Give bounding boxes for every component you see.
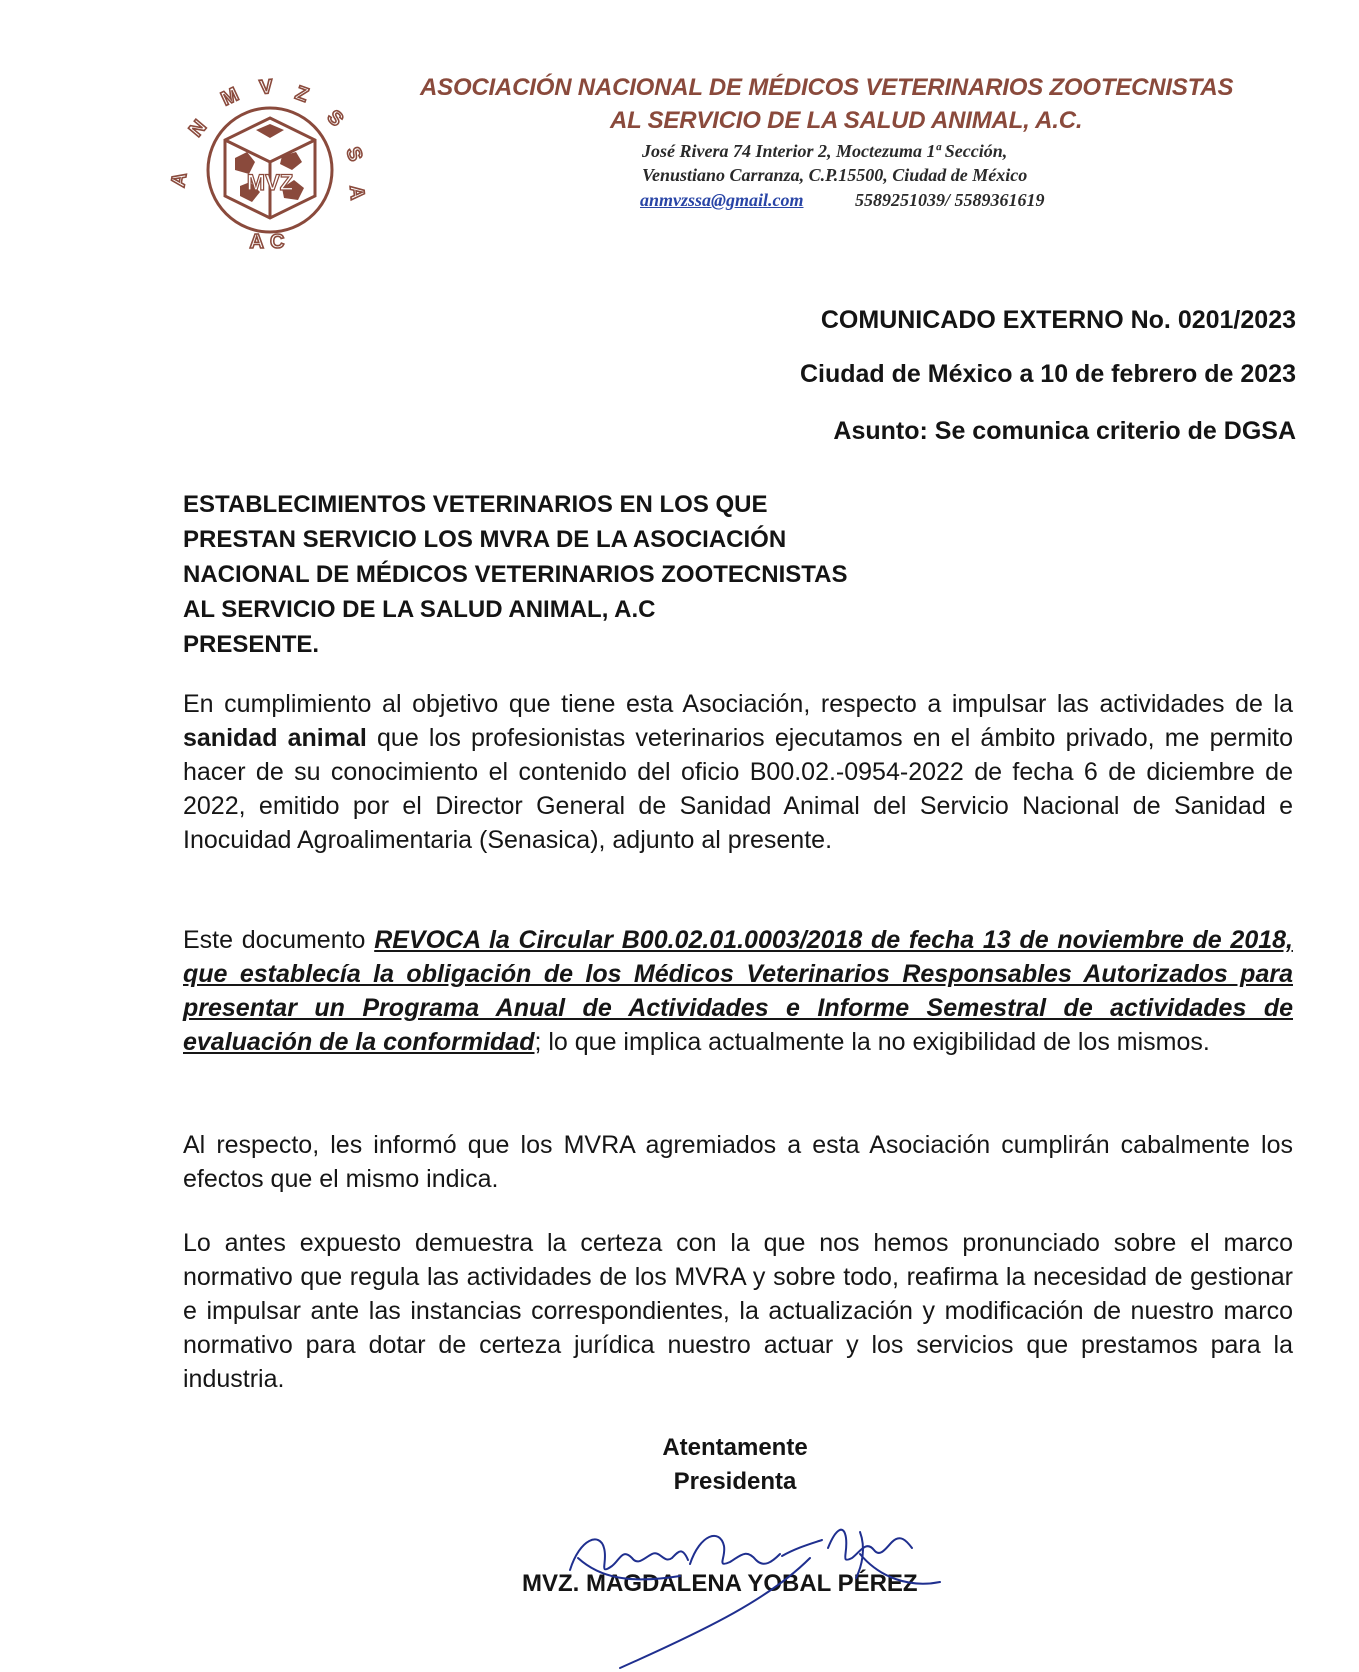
- address-line2: Venustiano Carranza, C.P.15500, Ciudad de México: [642, 165, 1028, 185]
- recipient-line: PRESTAN SERVICIO LOS MVRA DE LA ASOCIACIÓN: [183, 526, 787, 553]
- email-link[interactable]: anmvzssa@gmail.com: [640, 190, 804, 210]
- communique-number: COMUNICADO EXTERNO No. 0201/2023: [820, 306, 1296, 334]
- logo-center-text: MVZ: [246, 170, 294, 195]
- svg-text:M: M: [217, 83, 243, 111]
- svg-text:A: A: [345, 184, 369, 201]
- logo-bottom-text: AC: [249, 231, 291, 253]
- handwritten-signature: [560, 1518, 980, 1672]
- recipient-block: [183, 487, 848, 662]
- revocation-statement: REVOCA la Circular B00.02.01.0003/2018 de fecha 13 de noviembre de 2018, que establecía la obligación de los Médicos Veterinarios Responsables Autorizados para presentar un Programa Anual de Actividades e Informe Semestral de actividades de evaluación de la conformidad: [183, 926, 1293, 1056]
- svg-text:S: S: [322, 105, 348, 131]
- recipient-line: PRESENTE.: [183, 631, 320, 658]
- body-paragraph-4: Lo antes expuesto demuestra la certeza con la que nos hemos pronunciado sobre el marco normativo que regula las actividades de los MVRA y sobre todo, reafirma la necesidad de gestionar e impulsar ante las instancias correspondientes, la actualización y modificación de nuestro marco normativo para dotar de certeza jurídica nuestro actuar y los servicios que prestamos para la industria.: [183, 1229, 1293, 1393]
- svg-text:S: S: [341, 144, 367, 165]
- subject-line: Asunto: Se comunica criterio de DGSA: [833, 417, 1296, 445]
- svg-text:V: V: [258, 75, 274, 99]
- signer-role: Presidenta: [673, 1468, 797, 1495]
- date-line: Ciudad de México a 10 de febrero de 2023: [799, 360, 1296, 388]
- emphasis-sanidad-animal: sanidad animal: [183, 724, 367, 752]
- address-line1: José Rivera 74 Interior 2, Moctezuma 1ª Sección,: [642, 141, 1008, 161]
- svg-text:A: A: [167, 170, 192, 189]
- signer-name: MVZ. MAGDALENA YOBAL PÉREZ: [522, 1570, 918, 1597]
- body-paragraph-2: Este documento REVOCA la Circular B00.02.01.0003/2018 de fecha 13 de noviembre de 2018, que establecía la obligación de los Médicos Veterinarios Responsables Autorizados para presentar un Programa Anual de Actividades e Informe Semestral de actividades de evaluación de la conformidad; lo que implica actualmente la no exigibilidad de los mismos.: [183, 926, 1293, 1056]
- recipient-line: ESTABLECIMIENTOS VETERINARIOS EN LOS QUE: [183, 491, 768, 518]
- body-paragraph-3: Al respecto, les informó que los MVRA agremiados a esta Asociación cumplirán cabalmente los efectos que el mismo indica.: [183, 1131, 1293, 1193]
- body-paragraph-1: En cumplimiento al objetivo que tiene esta Asociación, respecto a impulsar las actividades de la sanidad animal que los profesionistas veterinarios ejecutamos en el ámbito privado, me permito hacer de su conocimiento el contenido del oficio B00.02.-0954-2022 de fecha 6 de diciembre de 2022, emitido por el Director General de Sanidad Animal del Servicio Nacional de Sanidad e Inocuidad Agroalimentaria (Senasica), adjunto al presente.: [183, 690, 1293, 854]
- org-name-line2: AL SERVICIO DE LA SALUD ANIMAL, A.C.: [610, 107, 1083, 134]
- svg-text:N: N: [184, 116, 212, 142]
- recipient-line: AL SERVICIO DE LA SALUD ANIMAL, A.C: [183, 596, 656, 623]
- svg-text:Z: Z: [292, 82, 312, 107]
- association-logo: [167, 75, 370, 263]
- org-name-line1: ASOCIACIÓN NACIONAL DE MÉDICOS VETERINARIOS ZOOTECNISTAS: [420, 74, 1234, 101]
- closing-salutation: Atentamente: [662, 1434, 808, 1461]
- recipient-line: NACIONAL DE MÉDICOS VETERINARIOS ZOOTECNISTAS: [183, 561, 848, 588]
- phone-numbers: 5589251039/ 5589361619: [855, 190, 1045, 210]
